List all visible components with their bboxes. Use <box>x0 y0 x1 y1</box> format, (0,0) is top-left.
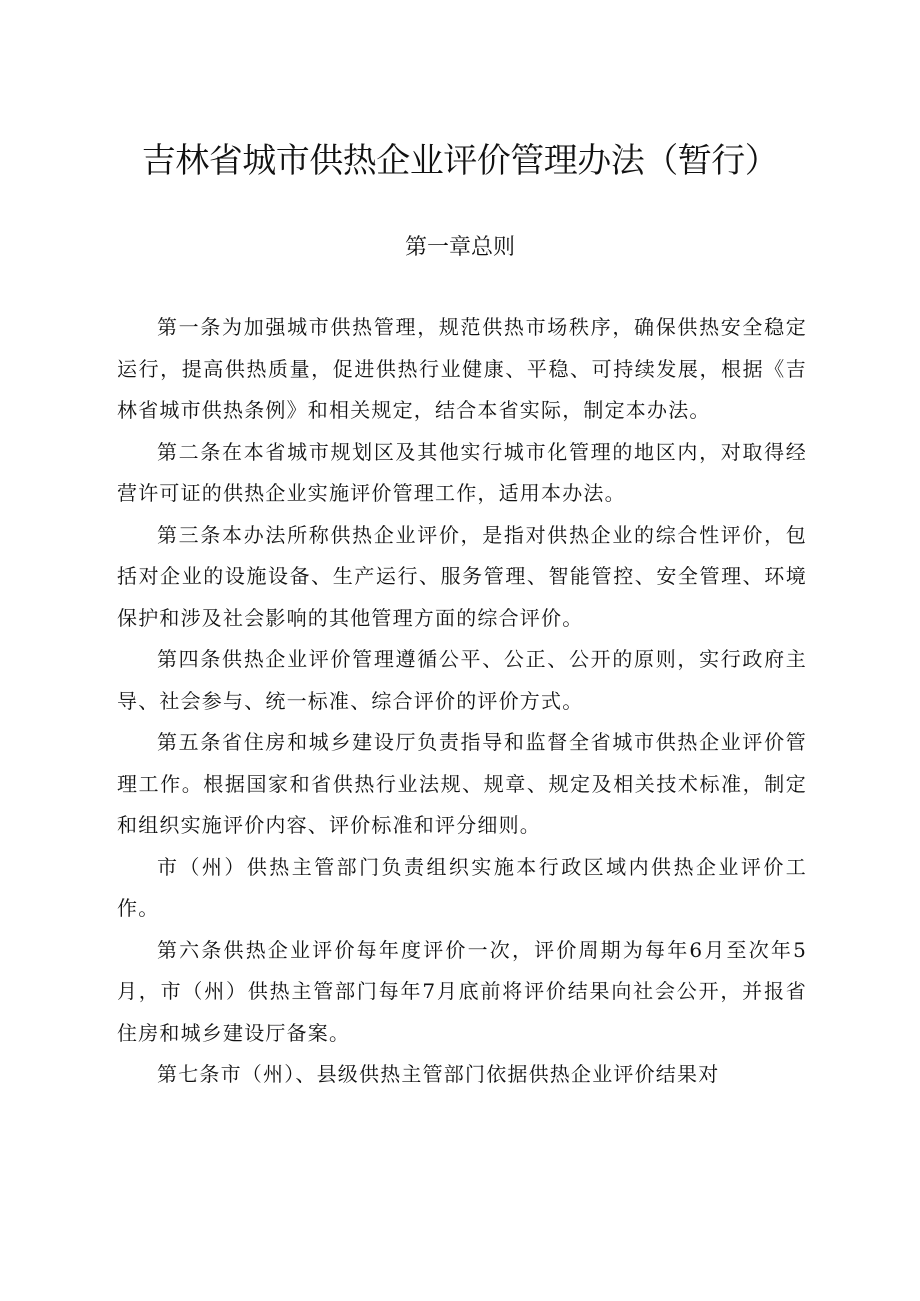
article-2-paragraph: 第二条在本省城市规划区及其他实行城市化管理的地区内，对取得经营许可证的供热企业实施评价管理工作，适用本办法。 <box>117 439 807 505</box>
article-7-paragraph: 第七条市（州）、县级供热主管部门依据供热企业评价结果对 <box>157 1062 720 1086</box>
article-5-continuation-paragraph: 市（州）供热主管部门负责组织实施本行政区域内供热企业评价工作。 <box>117 854 807 920</box>
article-5-paragraph: 第五条省住房和城乡建设厅负责指导和监督全省城市供热企业评价管理工作。根据国家和省供热行业法规、规章、规定及相关技术标准，制定和组织实施评价内容、评价标准和评分细则。 <box>117 730 807 837</box>
document-title: 吉林省城市供热企业评价管理办法（暂行） <box>141 141 779 181</box>
article-4-paragraph: 第四条供热企业评价管理遵循公平、公正、公开的原则，实行政府主导、社会参与、统一标准、综合评价的评价方式。 <box>117 647 807 713</box>
document-body <box>117 307 807 1096</box>
chapter-heading: 第一章总则 <box>404 235 515 260</box>
article-6-paragraph: 第六条供热企业评价每年度评价一次，评价周期为每年6月至次年5月，市（州）供热主管部门每年7月底前将评价结果向社会公开，并报省住房和城乡建设厅备案。 <box>117 937 807 1045</box>
article-3-paragraph: 第三条本办法所称供热企业评价，是指对供热企业的综合性评价，包括对企业的设施设备、生产运行、服务管理、智能管控、安全管理、环境保护和涉及社会影响的其他管理方面的综合评价。 <box>117 522 807 630</box>
article-1-paragraph: 第一条为加强城市供热管理，规范供热市场秩序，确保供热安全稳定运行，提高供热质量，促进供热行业健康、平稳、可持续发展，根据《吉林省城市供热条例》和相关规定，结合本省实际，制定本办法。 <box>117 315 807 422</box>
